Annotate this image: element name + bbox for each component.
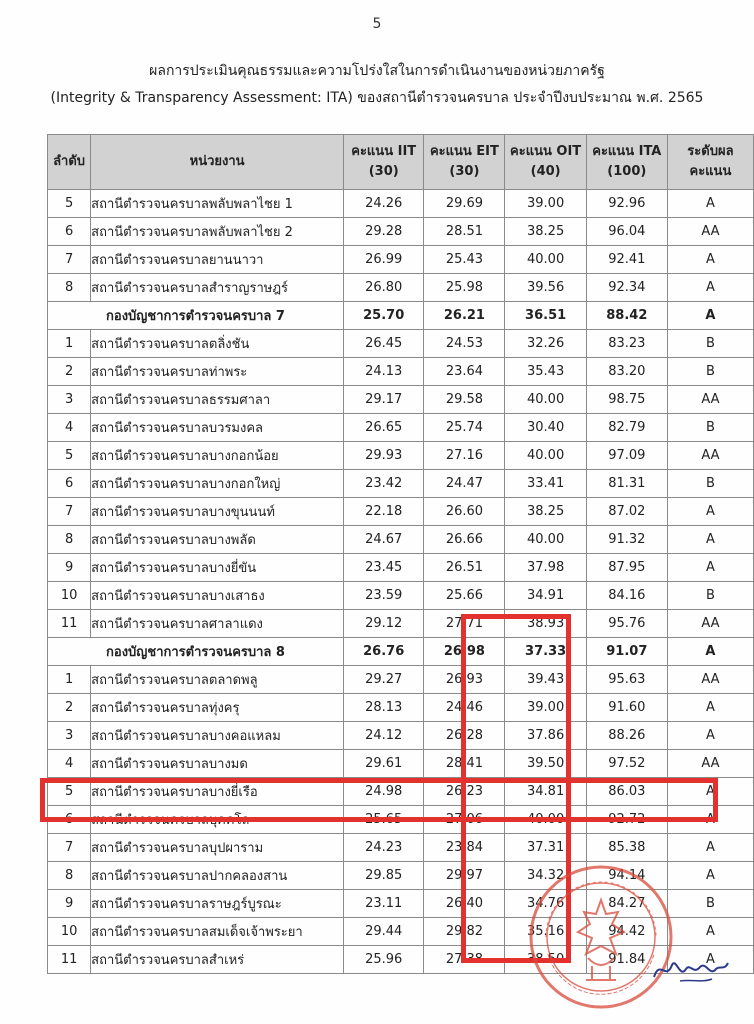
oit-score: 30.40 <box>505 414 586 442</box>
iit-score: 24.26 <box>344 190 424 218</box>
table-row <box>48 806 754 834</box>
oit-score: 39.56 <box>505 274 586 302</box>
unit-name: สถานีตำรวจนครบาลบางยี่เรือ <box>91 778 344 806</box>
ita-score: 97.09 <box>586 442 667 470</box>
score-level: AA <box>667 750 753 778</box>
oit-score: 39.00 <box>505 694 586 722</box>
ita-score: 88.26 <box>586 722 667 750</box>
eit-score: 25.98 <box>424 274 505 302</box>
row-number: 5 <box>48 190 91 218</box>
iit-score: 26.76 <box>344 638 424 666</box>
oit-score: 34.81 <box>505 778 586 806</box>
ita-score: 96.04 <box>586 218 667 246</box>
score-level: AA <box>667 610 753 638</box>
oit-score: 37.31 <box>505 834 586 862</box>
eit-score: 29.97 <box>424 862 505 890</box>
unit-name: สถานีตำรวจนครบาลบุคคโล <box>91 806 344 834</box>
iit-score: 24.13 <box>344 358 424 386</box>
ita-score-table <box>47 134 754 974</box>
header-iit: คะแนน IIT (30) <box>344 135 424 190</box>
row-number: 4 <box>48 414 91 442</box>
header-eit: คะแนน EIT (30) <box>424 135 505 190</box>
row-number: 9 <box>48 890 91 918</box>
oit-score: 34.76 <box>505 890 586 918</box>
eit-score: 24.47 <box>424 470 505 498</box>
table-row <box>48 694 754 722</box>
row-number: 6 <box>48 806 91 834</box>
row-number: 10 <box>48 918 91 946</box>
oit-score: 37.86 <box>505 722 586 750</box>
table-row <box>48 246 754 274</box>
unit-name: สถานีตำรวจนครบาลบางมด <box>91 750 344 778</box>
iit-score: 25.96 <box>344 946 424 974</box>
score-level: A <box>667 722 753 750</box>
table-row <box>48 470 754 498</box>
oit-score: 32.26 <box>505 330 586 358</box>
header-no: ลำดับ <box>48 135 91 190</box>
oit-score: 36.51 <box>505 302 586 330</box>
eit-score: 25.43 <box>424 246 505 274</box>
score-level: A <box>667 498 753 526</box>
oit-score: 34.91 <box>505 582 586 610</box>
oit-score: 40.00 <box>505 246 586 274</box>
iit-score: 29.85 <box>344 862 424 890</box>
row-number: 3 <box>48 722 91 750</box>
unit-name: สถานีตำรวจนครบาลยานนาวา <box>91 246 344 274</box>
eit-score: 26.93 <box>424 666 505 694</box>
unit-name: สถานีตำรวจนครบาลปากคลองสาน <box>91 862 344 890</box>
group-summary-row <box>48 302 754 330</box>
eit-score: 26.66 <box>424 526 505 554</box>
unit-name: สถานีตำรวจนครบาลท่าพระ <box>91 358 344 386</box>
score-level: A <box>667 694 753 722</box>
header-unit: หน่วยงาน <box>91 135 344 190</box>
score-level: A <box>667 638 753 666</box>
oit-score: 38.50 <box>505 946 586 974</box>
ita-score: 95.76 <box>586 610 667 638</box>
eit-score: 26.60 <box>424 498 505 526</box>
iit-score: 26.99 <box>344 246 424 274</box>
unit-name: สถานีตำรวจนครบาลบางขุนนนท์ <box>91 498 344 526</box>
header-level: ระดับผล คะแนน <box>667 135 753 190</box>
eit-score: 26.23 <box>424 778 505 806</box>
row-number: 7 <box>48 498 91 526</box>
group-name: กองบัญชาการตำรวจนครบาล 8 <box>48 638 344 666</box>
score-level: A <box>667 274 753 302</box>
score-level: B <box>667 890 753 918</box>
ita-score: 95.63 <box>586 666 667 694</box>
iit-score: 26.80 <box>344 274 424 302</box>
table-row <box>48 442 754 470</box>
oit-score: 37.33 <box>505 638 586 666</box>
eit-score: 24.46 <box>424 694 505 722</box>
row-number: 1 <box>48 666 91 694</box>
table-row <box>48 862 754 890</box>
score-level: AA <box>667 218 753 246</box>
unit-name: สถานีตำรวจนครบาลบางคอแหลม <box>91 722 344 750</box>
eit-score: 25.66 <box>424 582 505 610</box>
iit-score: 23.42 <box>344 470 424 498</box>
ita-score: 82.79 <box>586 414 667 442</box>
table-row <box>48 750 754 778</box>
score-level: AA <box>667 386 753 414</box>
eit-score: 26.40 <box>424 890 505 918</box>
ita-score: 97.52 <box>586 750 667 778</box>
eit-score: 27.38 <box>424 946 505 974</box>
oit-score: 40.00 <box>505 526 586 554</box>
oit-score: 35.16 <box>505 918 586 946</box>
document-subtitle: (Integrity & Transparency Assessment: ITA) ของสถานีตำรวจนครบาล ประจำปีงบประมาณ พ.ศ. 2565 <box>50 90 704 106</box>
oit-score: 34.32 <box>505 862 586 890</box>
ita-score: 87.02 <box>586 498 667 526</box>
ita-score: 92.41 <box>586 246 667 274</box>
score-level: A <box>667 554 753 582</box>
oit-score: 39.50 <box>505 750 586 778</box>
score-level: A <box>667 778 753 806</box>
table-row <box>48 386 754 414</box>
iit-score: 29.17 <box>344 386 424 414</box>
score-level: B <box>667 470 753 498</box>
table-row <box>48 666 754 694</box>
unit-name: สถานีตำรวจนครบาลบางกอกน้อย <box>91 442 344 470</box>
iit-score: 24.12 <box>344 722 424 750</box>
document-title: ผลการประเมินคุณธรรมและความโปร่งใสในการดำเนินงานของหน่วยภาครัฐ <box>149 63 605 79</box>
score-level: A <box>667 246 753 274</box>
unit-name: สถานีตำรวจนครบาลบุปผาราม <box>91 834 344 862</box>
ita-score: 88.42 <box>586 302 667 330</box>
row-number: 8 <box>48 862 91 890</box>
row-number: 9 <box>48 554 91 582</box>
oit-score: 38.93 <box>505 610 586 638</box>
oit-score: 35.43 <box>505 358 586 386</box>
ita-score: 92.72 <box>586 806 667 834</box>
unit-name: สถานีตำรวจนครบาลทุ่งครุ <box>91 694 344 722</box>
row-number: 8 <box>48 274 91 302</box>
unit-name: สถานีตำรวจนครบาลศาลาแดง <box>91 610 344 638</box>
oit-score: 38.25 <box>505 498 586 526</box>
ita-score: 98.75 <box>586 386 667 414</box>
iit-score: 28.13 <box>344 694 424 722</box>
unit-name: สถานีตำรวจนครบาลสำเหร่ <box>91 946 344 974</box>
ita-score: 92.34 <box>586 274 667 302</box>
ita-score: 86.03 <box>586 778 667 806</box>
table-row <box>48 610 754 638</box>
table-row <box>48 358 754 386</box>
table-header-row <box>48 135 754 190</box>
iit-score: 25.65 <box>344 806 424 834</box>
row-number: 1 <box>48 330 91 358</box>
iit-score: 29.12 <box>344 610 424 638</box>
eit-score: 26.21 <box>424 302 505 330</box>
group-summary-row <box>48 638 754 666</box>
ita-score: 84.16 <box>586 582 667 610</box>
table-row <box>48 834 754 862</box>
eit-score: 29.82 <box>424 918 505 946</box>
iit-score: 29.44 <box>344 918 424 946</box>
row-number: 6 <box>48 218 91 246</box>
table-row <box>48 554 754 582</box>
row-number: 7 <box>48 246 91 274</box>
eit-score: 26.51 <box>424 554 505 582</box>
eit-score: 27.71 <box>424 610 505 638</box>
row-number: 5 <box>48 442 91 470</box>
row-number: 2 <box>48 694 91 722</box>
eit-score: 25.74 <box>424 414 505 442</box>
unit-name: สถานีตำรวจนครบาลตลาดพลู <box>91 666 344 694</box>
ita-score: 85.38 <box>586 834 667 862</box>
iit-score: 23.11 <box>344 890 424 918</box>
score-level: A <box>667 862 753 890</box>
ita-score: 91.84 <box>586 946 667 974</box>
page-number: 5 <box>372 16 382 32</box>
eit-score: 29.58 <box>424 386 505 414</box>
row-number: 8 <box>48 526 91 554</box>
iit-score: 26.65 <box>344 414 424 442</box>
score-level: A <box>667 526 753 554</box>
iit-score: 29.93 <box>344 442 424 470</box>
score-level: A <box>667 806 753 834</box>
row-number: 4 <box>48 750 91 778</box>
eit-score: 27.16 <box>424 442 505 470</box>
row-number: 2 <box>48 358 91 386</box>
oit-score: 39.00 <box>505 190 586 218</box>
row-number: 3 <box>48 386 91 414</box>
score-level: A <box>667 918 753 946</box>
iit-score: 24.67 <box>344 526 424 554</box>
table-row <box>48 582 754 610</box>
unit-name: สถานีตำรวจนครบาลตลิ่งชัน <box>91 330 344 358</box>
score-level: B <box>667 358 753 386</box>
score-level: B <box>667 582 753 610</box>
unit-name: สถานีตำรวจนครบาลพลับพลาไชย 2 <box>91 218 344 246</box>
oit-score: 33.41 <box>505 470 586 498</box>
score-level: A <box>667 302 753 330</box>
score-level: A <box>667 834 753 862</box>
iit-score: 29.27 <box>344 666 424 694</box>
ita-score: 91.32 <box>586 526 667 554</box>
iit-score: 25.70 <box>344 302 424 330</box>
eit-score: 26.28 <box>424 722 505 750</box>
ita-score: 91.60 <box>586 694 667 722</box>
row-number: 10 <box>48 582 91 610</box>
score-level: A <box>667 190 753 218</box>
eit-score: 23.84 <box>424 834 505 862</box>
group-name: กองบัญชาการตำรวจนครบาล 7 <box>48 302 344 330</box>
table-row <box>48 414 754 442</box>
score-level: AA <box>667 442 753 470</box>
unit-name: สถานีตำรวจนครบาลสมเด็จเจ้าพระยา <box>91 918 344 946</box>
eit-score: 26.98 <box>424 638 505 666</box>
iit-score: 29.61 <box>344 750 424 778</box>
eit-score: 28.41 <box>424 750 505 778</box>
unit-name: สถานีตำรวจนครบาลบางเสาธง <box>91 582 344 610</box>
iit-score: 23.59 <box>344 582 424 610</box>
eit-score: 29.69 <box>424 190 505 218</box>
ita-score: 92.96 <box>586 190 667 218</box>
eit-score: 24.53 <box>424 330 505 358</box>
score-level: B <box>667 414 753 442</box>
unit-name: สถานีตำรวจนครบาลบางยี่ขัน <box>91 554 344 582</box>
ita-score: 81.31 <box>586 470 667 498</box>
unit-name: สถานีตำรวจนครบาลบางกอกใหญ่ <box>91 470 344 498</box>
unit-name: สถานีตำรวจนครบาลพลับพลาไชย 1 <box>91 190 344 218</box>
oit-score: 40.00 <box>505 806 586 834</box>
oit-score: 40.00 <box>505 442 586 470</box>
score-level: A <box>667 946 753 974</box>
iit-score: 24.23 <box>344 834 424 862</box>
oit-score: 39.43 <box>505 666 586 694</box>
header-ita: คะแนน ITA (100) <box>586 135 667 190</box>
iit-score: 22.18 <box>344 498 424 526</box>
table-row <box>48 946 754 974</box>
oit-score: 40.00 <box>505 386 586 414</box>
table-row <box>48 778 754 806</box>
ita-score: 87.95 <box>586 554 667 582</box>
eit-score: 23.64 <box>424 358 505 386</box>
ita-score: 84.27 <box>586 890 667 918</box>
table-row <box>48 190 754 218</box>
table-row <box>48 330 754 358</box>
ita-score: 94.14 <box>586 862 667 890</box>
unit-name: สถานีตำรวจนครบาลธรรมศาลา <box>91 386 344 414</box>
row-number: 5 <box>48 778 91 806</box>
row-number: 7 <box>48 834 91 862</box>
table-row <box>48 526 754 554</box>
oit-score: 38.25 <box>505 218 586 246</box>
eit-score: 28.51 <box>424 218 505 246</box>
iit-score: 29.28 <box>344 218 424 246</box>
unit-name: สถานีตำรวจนครบาลบวรมงคล <box>91 414 344 442</box>
table-row <box>48 722 754 750</box>
table-row <box>48 890 754 918</box>
iit-score: 26.45 <box>344 330 424 358</box>
row-number: 6 <box>48 470 91 498</box>
iit-score: 24.98 <box>344 778 424 806</box>
row-number: 11 <box>48 946 91 974</box>
score-level: AA <box>667 666 753 694</box>
ita-score: 83.23 <box>586 330 667 358</box>
unit-name: สถานีตำรวจนครบาลบางพลัด <box>91 526 344 554</box>
ita-score: 91.07 <box>586 638 667 666</box>
score-level: B <box>667 330 753 358</box>
unit-name: สถานีตำรวจนครบาลสำราญราษฎร์ <box>91 274 344 302</box>
eit-score: 27.06 <box>424 806 505 834</box>
iit-score: 23.45 <box>344 554 424 582</box>
oit-score: 37.98 <box>505 554 586 582</box>
table-row <box>48 498 754 526</box>
ita-score: 94.42 <box>586 918 667 946</box>
table-row <box>48 274 754 302</box>
table-row <box>48 218 754 246</box>
header-oit: คะแนน OIT (40) <box>505 135 586 190</box>
unit-name: สถานีตำรวจนครบาลราษฎร์บูรณะ <box>91 890 344 918</box>
row-number: 11 <box>48 610 91 638</box>
ita-score: 83.20 <box>586 358 667 386</box>
table-row <box>48 918 754 946</box>
